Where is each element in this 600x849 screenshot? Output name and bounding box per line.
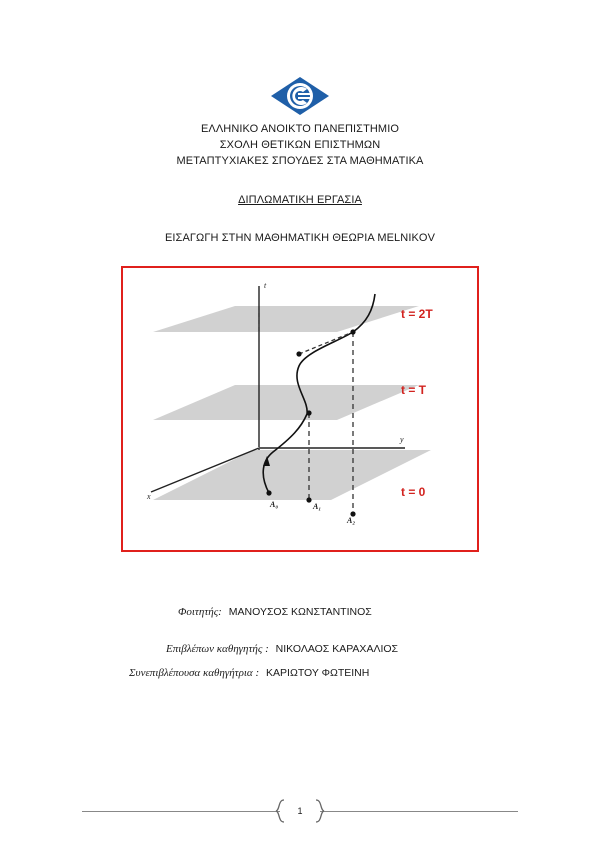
figure-frame <box>121 266 479 552</box>
student-line <box>178 606 372 618</box>
axis-label-t: t <box>264 281 267 290</box>
plane-0 <box>153 450 431 500</box>
eap-logo-icon <box>270 76 330 116</box>
plane-label-0: t = 0 <box>401 485 426 499</box>
program-name: ΜΕΤΑΠΤΥΧΙΑΚΕΣ ΣΠΟΥΔΕΣ ΣΤΑ ΜΑΘΗΜΑΤΙΚΑ <box>176 155 424 167</box>
point-label-a2: A₂ <box>347 516 356 525</box>
point-label-a0: A₀ <box>270 500 279 509</box>
melnikov-diagram <box>123 268 477 550</box>
co-supervisor-name: ΚΑΡΙΩΤΟΥ ΦΩΤΕΙΝΗ <box>266 667 370 679</box>
student-name: ΜΑΝΟΥΣΟΣ ΚΩΝΣΤΑΝΤΙΝΟΣ <box>228 606 372 618</box>
university-name: ΕΛΛΗΝΙΚΟ ΑΝΟΙΚΤΟ ΠΑΝΕΠΙΣΤΗΜΙΟ <box>200 123 400 135</box>
page-number: 1 <box>297 806 303 816</box>
axis-label-x: x <box>147 492 151 501</box>
student-label: Φοιτητής: <box>178 606 222 618</box>
plane-2T <box>153 306 419 332</box>
supervisor-label: Επιβλέπων καθηγητής : <box>166 643 269 655</box>
point-label-a1: A₁ <box>313 502 322 511</box>
plane-label-2T: t = 2T <box>401 307 433 321</box>
document-type: ΔΙΠΛΩΜΑΤΙΚΗ ΕΡΓΑΣΙΑ <box>238 194 362 206</box>
supervisor-line <box>166 643 398 655</box>
footer-rule-right <box>320 811 518 812</box>
school-name: ΣΧΟΛΗ ΘΕΤΙΚΩΝ ΕΠΙΣΤΗΜΩΝ <box>219 139 381 151</box>
plane-T <box>153 385 419 420</box>
plane-label-T: t = T <box>401 383 427 397</box>
footer-rule-left <box>82 811 280 812</box>
co-supervisor-line <box>129 667 369 679</box>
axis-label-y: y <box>400 435 404 444</box>
supervisor-name: ΝΙΚΟΛΑΟΣ ΚΑΡΑΧΑΛΙΟΣ <box>275 643 399 655</box>
document-title: ΕΙΣΑΓΩΓΗ ΣΤΗΝ ΜΑΘΗΜΑΤΙΚΗ ΘΕΩΡΙΑ MELNIKOV <box>164 232 436 244</box>
university-logo <box>270 76 330 116</box>
co-supervisor-label: Συνεπιβλέπουσα καθηγήτρια : <box>129 667 260 679</box>
